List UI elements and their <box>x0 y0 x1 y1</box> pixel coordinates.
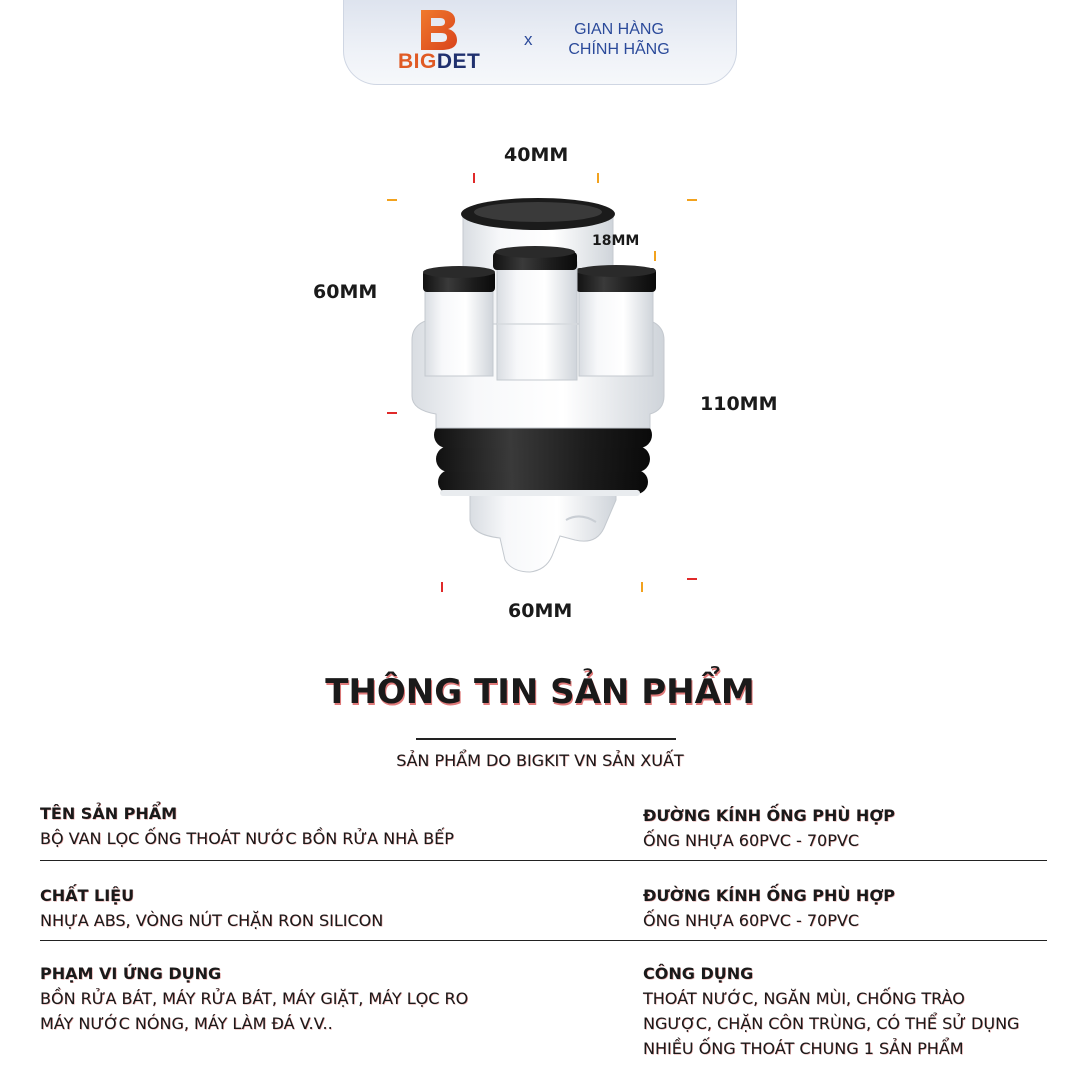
dim-label-cap-width: 18MM <box>592 233 640 249</box>
row-divider <box>40 940 1047 941</box>
field-value-line: BỒN RỬA BÁT, MÁY RỬA BÁT, MÁY GIẶT, MÁY LỌC RO <box>40 989 469 1008</box>
field-label: ĐƯỜNG KÍNH ỐNG PHÙ HỢP <box>643 806 896 825</box>
field-product-name <box>40 802 454 851</box>
field-label: CHẤT LIỆU <box>40 886 135 905</box>
dim-line-bottom-60mm <box>442 582 642 592</box>
field-value-line: NGƯỢC, CHẶN CÔN TRÙNG, CÓ THỂ SỬ DỤNG <box>643 1014 1020 1033</box>
dim-label-body-height: 60MM <box>313 281 378 303</box>
field-value-line: NHIỀU ỐNG THOÁT CHUNG 1 SẢN PHẨM <box>643 1039 964 1058</box>
store-line-1: GIAN HÀNG <box>574 21 664 38</box>
dim-label-bottom-width: 60MM <box>508 600 573 622</box>
field-value: NHỰA ABS, VÒNG NÚT CHẶN RON SILICON <box>40 911 384 930</box>
field-label: PHẠM VI ỨNG DỤNG <box>40 964 222 983</box>
field-pipe-diameter-2 <box>643 884 895 933</box>
section-title: THÔNG TIN SẢN PHẨM <box>325 672 755 712</box>
field-value-line: MÁY NƯỚC NÓNG, MÁY LÀM ĐÁ V.V.. <box>40 1014 333 1033</box>
field-application-scope <box>40 962 468 1036</box>
field-label: TÊN SẢN PHẨM <box>40 804 178 823</box>
field-label: CÔNG DỤNG <box>643 964 754 983</box>
store-line-2: CHÍNH HÃNG <box>568 41 670 58</box>
field-function <box>643 962 1019 1061</box>
brand-name-det: DET <box>436 50 481 73</box>
dim-line-left-60mm <box>387 200 397 413</box>
section-subtitle: SẢN PHẨM DO BIGKIT VN SẢN XUẤT <box>396 751 684 770</box>
field-value-line: THOÁT NƯỚC, NGĂN MÙI, CHỐNG TRÀO <box>643 989 965 1008</box>
field-pipe-diameter <box>643 804 895 853</box>
field-label: ĐƯỜNG KÍNH ỐNG PHÙ HỢP <box>643 886 896 905</box>
field-value: ỐNG NHỰA 60PVC - 70PVC <box>643 831 859 850</box>
drain-valve-product <box>412 198 664 572</box>
collab-separator: x <box>524 30 533 49</box>
title-underline <box>416 738 676 740</box>
field-value: BỘ VAN LỌC ỐNG THOÁT NƯỚC BỒN RỬA NHÀ BẾP <box>40 829 454 848</box>
dim-line-top-40mm <box>474 173 598 183</box>
field-material <box>40 884 383 933</box>
row-divider <box>40 860 1047 861</box>
brand-name-big: BIG <box>398 50 437 73</box>
dim-label-top-width: 40MM <box>504 144 569 166</box>
dim-line-right-110mm <box>687 200 697 579</box>
dim-label-total-height: 110MM <box>700 393 778 415</box>
field-value: ỐNG NHỰA 60PVC - 70PVC <box>643 911 859 930</box>
